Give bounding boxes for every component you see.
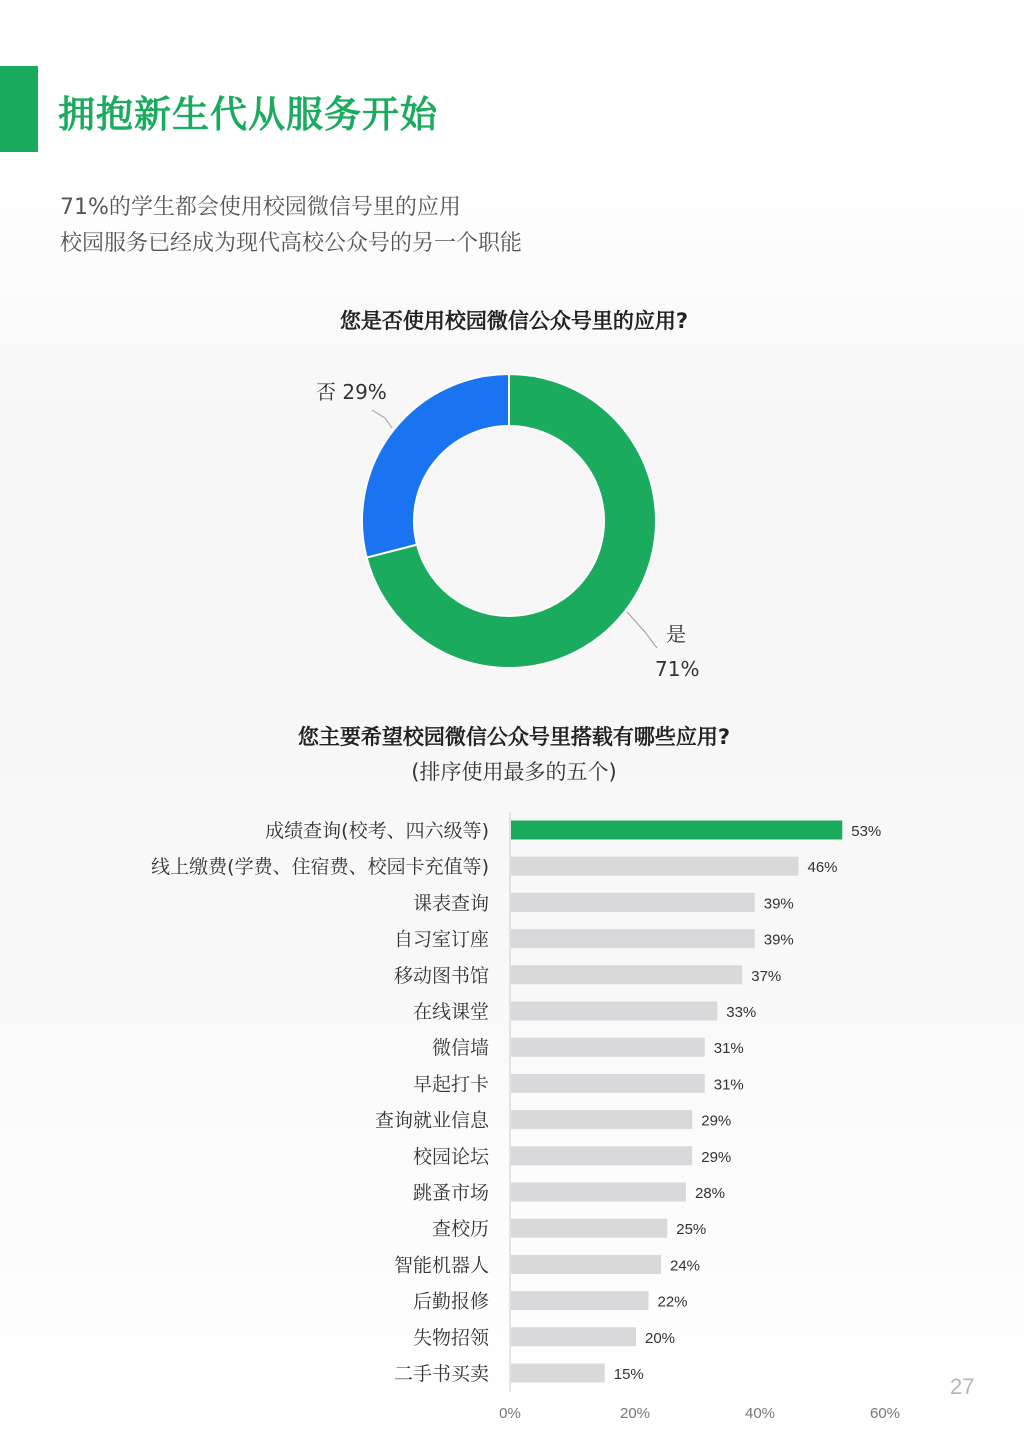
bar-value-label: 37% xyxy=(751,967,782,985)
bar-3 xyxy=(511,929,755,948)
x-tick-label: 60% xyxy=(869,1405,901,1422)
bar-category-label: 移动图书馆 xyxy=(393,964,489,987)
bar-value-label: 22% xyxy=(657,1293,688,1311)
x-tick-label: 40% xyxy=(744,1405,776,1422)
bar-category-label: 早起打卡 xyxy=(412,1073,489,1096)
bar-value-label: 46% xyxy=(807,859,838,877)
bar-value-label: 29% xyxy=(701,1112,732,1130)
bar-category-label: 跳蚤市场 xyxy=(412,1182,489,1204)
x-tick-label: 20% xyxy=(619,1405,651,1422)
bar-category-label: 微信墙 xyxy=(431,1037,489,1060)
bar-category-label: 查校历 xyxy=(431,1218,489,1241)
bar-11 xyxy=(511,1219,667,1238)
bar-chart-title: 您主要希望校园微信公众号里搭载有哪些应用? xyxy=(297,725,731,749)
bar-6 xyxy=(511,1038,705,1057)
bar-0 xyxy=(511,821,842,840)
bar-category-label: 课表查询 xyxy=(412,892,489,915)
bar-chart-subtitle: (排序使用最多的五个) xyxy=(411,760,617,784)
bar-value-label: 29% xyxy=(701,1148,732,1166)
bar-7 xyxy=(511,1074,705,1093)
bar-category-label: 后勤报修 xyxy=(412,1290,489,1313)
bar-8 xyxy=(511,1110,692,1129)
bar-14 xyxy=(511,1327,636,1346)
bar-value-label: 24% xyxy=(670,1257,701,1275)
bar-4 xyxy=(511,965,742,984)
bar-category-label: 二手书买卖 xyxy=(393,1363,489,1385)
bar-15 xyxy=(511,1364,605,1383)
subtitle-line-1: 71%的学生都会使用校园微信号里的应用 xyxy=(60,195,461,220)
bar-category-label: 自习室订座 xyxy=(393,928,489,951)
bar-value-label: 31% xyxy=(713,1076,744,1094)
bar-value-label: 15% xyxy=(613,1366,644,1383)
bar-1 xyxy=(511,857,799,876)
bar-value-label: 39% xyxy=(763,931,794,949)
page-title: 拥抱新生代从服务开始 xyxy=(58,93,438,136)
bar-category-label: 在线课堂 xyxy=(412,1001,489,1023)
bar-category-label: 校园论坛 xyxy=(412,1145,489,1168)
bar-value-label: 25% xyxy=(676,1221,707,1239)
bar-value-label: 53% xyxy=(851,823,882,840)
bar-9 xyxy=(511,1146,692,1165)
bar-10 xyxy=(511,1183,686,1202)
slice-yes-label: 是 xyxy=(666,622,686,646)
bar-value-label: 39% xyxy=(763,895,794,913)
bar-12 xyxy=(511,1255,661,1274)
slice-yes-value: 71% xyxy=(655,657,700,681)
bar-value-label: 31% xyxy=(713,1040,744,1058)
bar-value-label: 20% xyxy=(645,1329,676,1347)
bar-category-label: 成绩查询(校考、四六级等) xyxy=(265,820,489,842)
bar-category-label: 查询就业信息 xyxy=(374,1109,489,1132)
page-number: 27 xyxy=(950,1374,975,1399)
bar-value-label: 33% xyxy=(726,1004,757,1021)
slice-no-label: 否 29% xyxy=(316,380,387,404)
subtitle-line-2: 校园服务已经成为现代高校公众号的另一个职能 xyxy=(60,231,523,256)
donut-chart-title: 您是否使用校园微信公众号里的应用? xyxy=(339,309,689,333)
bar-category-label: 智能机器人 xyxy=(393,1254,489,1277)
bar-category-label: 失物招领 xyxy=(412,1326,489,1349)
bar-category-label: 线上缴费(学费、住宿费、校园卡充值等) xyxy=(151,856,489,879)
bar-5 xyxy=(511,1002,717,1021)
bar-2 xyxy=(511,893,755,912)
x-tick-label: 0% xyxy=(499,1405,521,1422)
bar-13 xyxy=(511,1291,649,1310)
bar-value-label: 28% xyxy=(695,1185,726,1202)
